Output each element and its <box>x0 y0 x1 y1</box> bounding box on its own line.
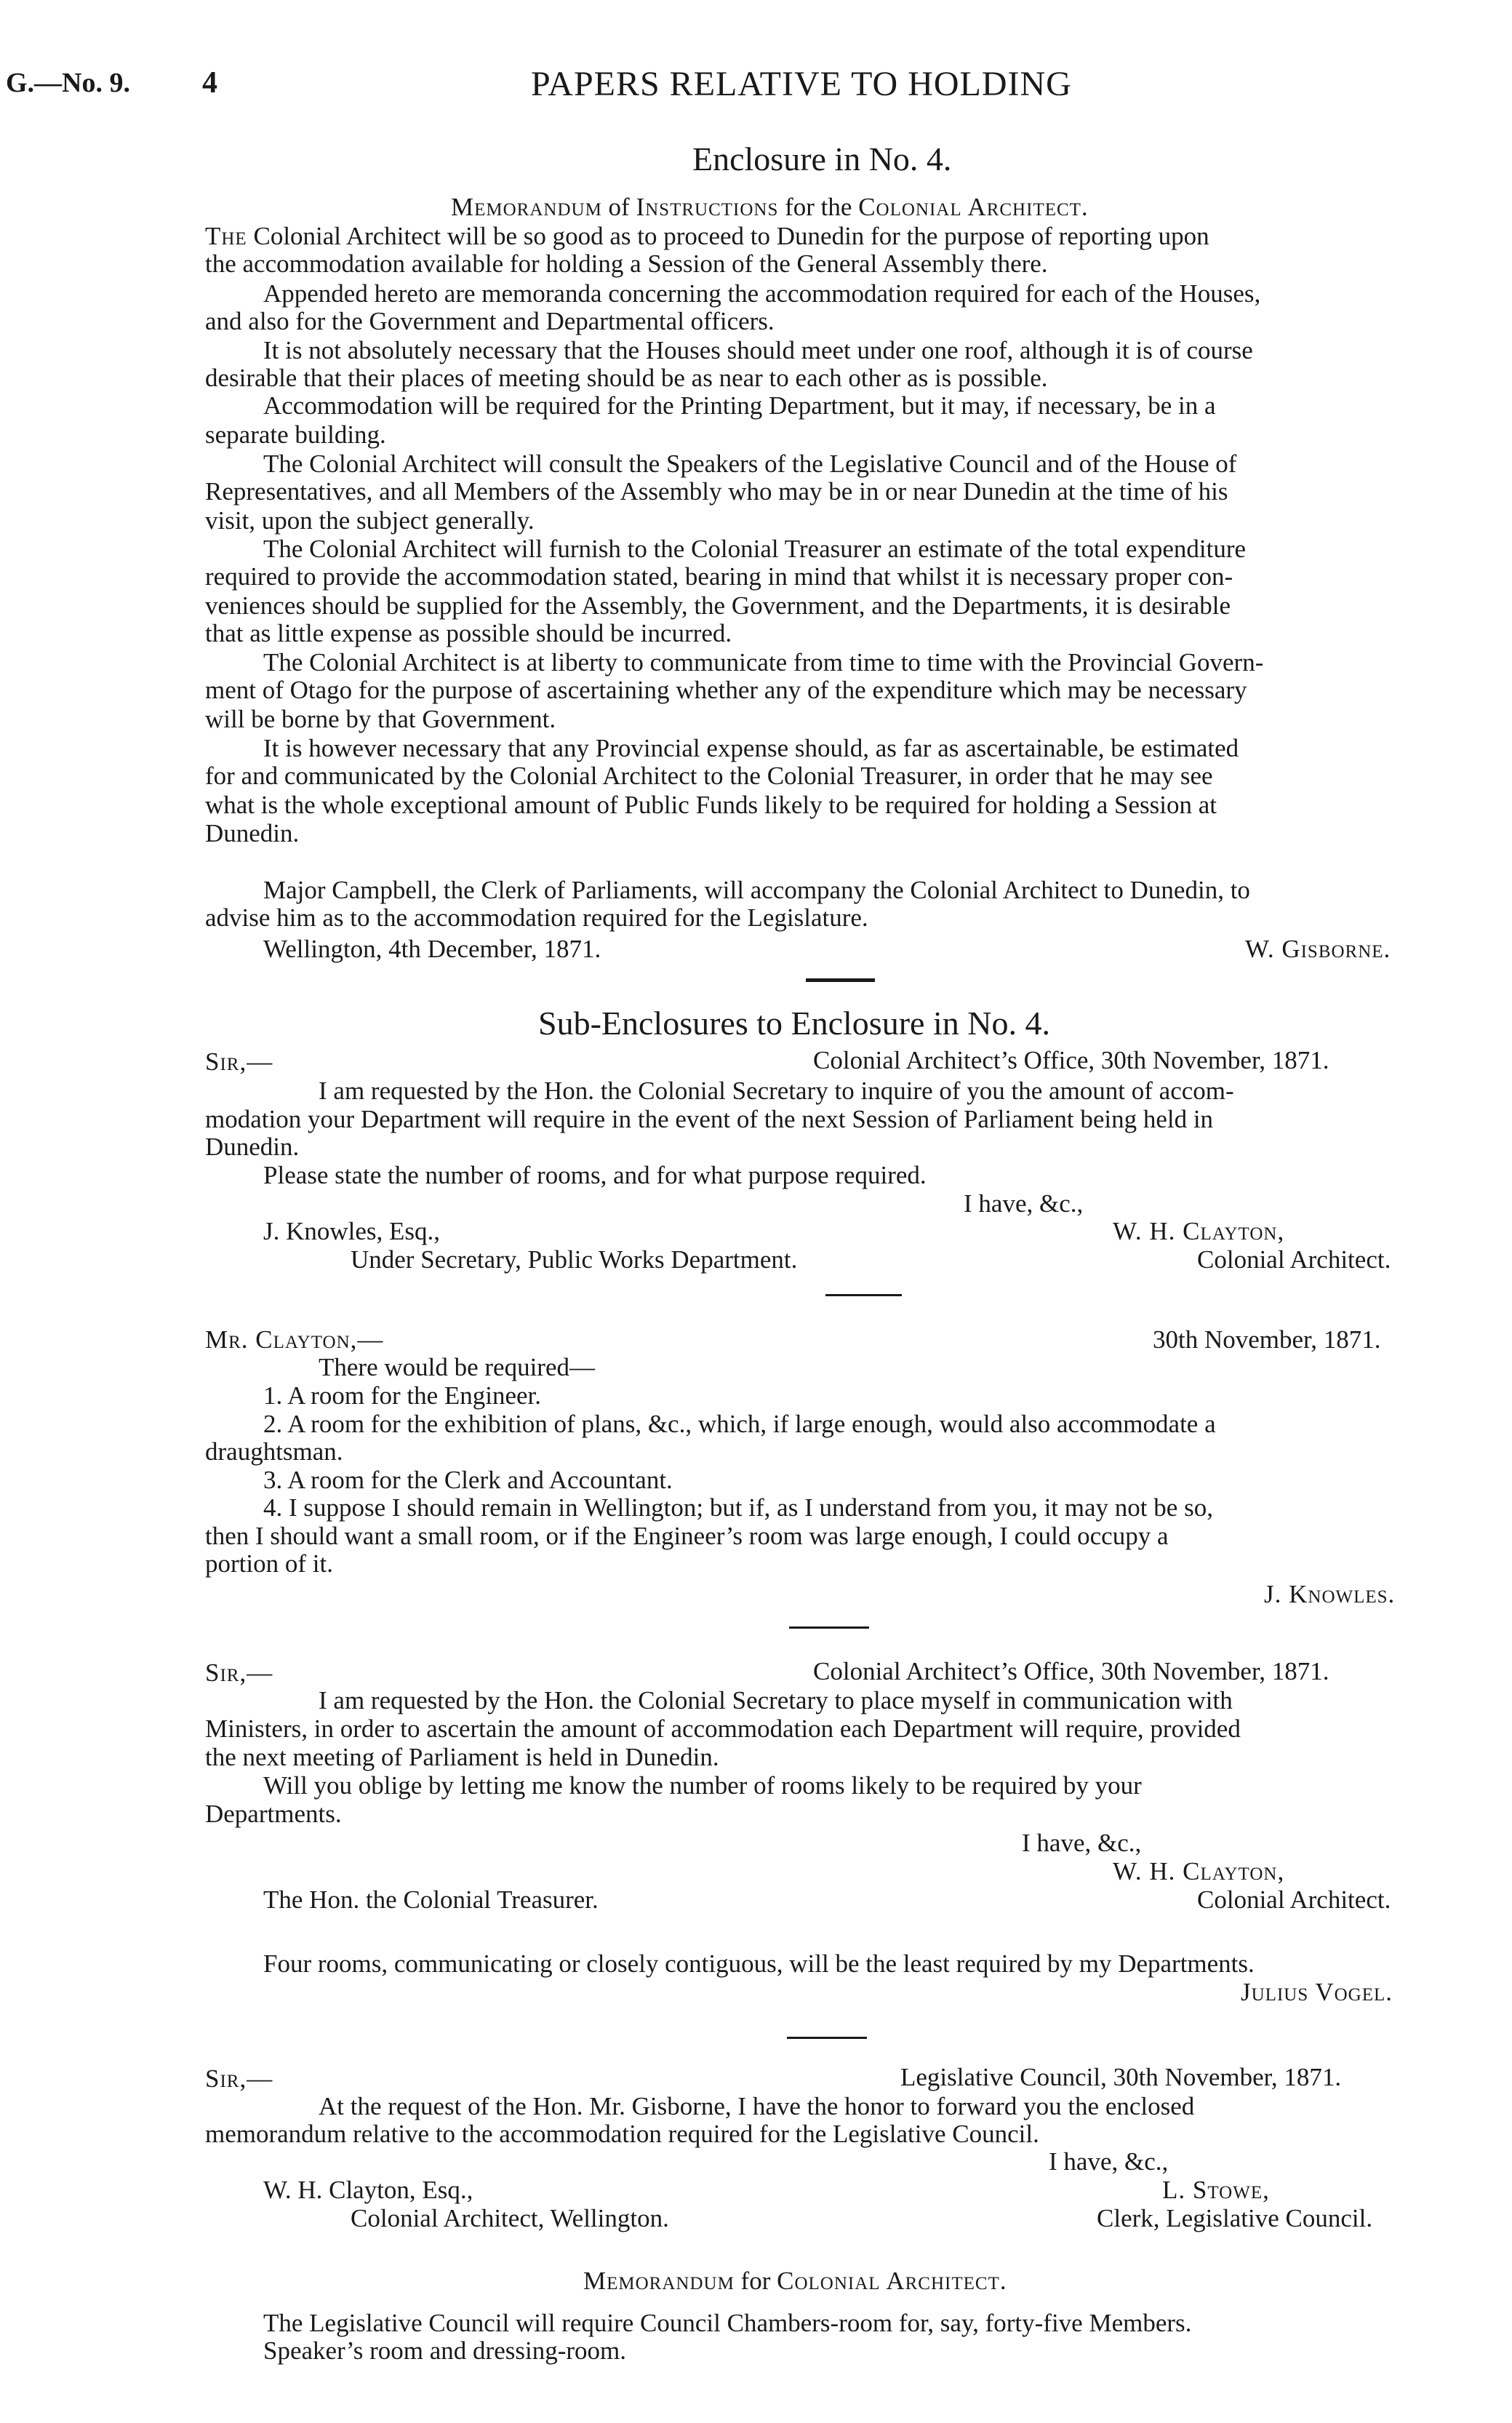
reply-line: draughtsman. <box>205 1437 343 1466</box>
divider <box>806 978 875 982</box>
addressee-title: Under Secretary, Public Works Department. <box>351 1245 798 1274</box>
paragraph-line: Major Campbell, the Clerk of Parliaments, will accompany the Colonial Architect to Dunedin, to <box>263 876 1250 904</box>
paragraph-line: desirable that their places of meeting should be as near to each other as is possible. <box>205 364 1048 392</box>
memo-line: The Legislative Council will require Council Chambers-room for, say, forty-five Members. <box>263 2309 1192 2337</box>
reply-date: 30th November, 1871. <box>1153 1325 1381 1354</box>
signer-title: Clerk, Legislative Council. <box>1097 2204 1373 2232</box>
paragraph-line: It is however necessary that any Provincial expense should, as far as ascertainable, be estimated <box>263 734 1239 762</box>
memo-title-word-1: Memorandum <box>451 193 602 221</box>
signer-name: W. H. Clayton, <box>1113 1217 1285 1245</box>
reply-line: then I should want a small room, or if the Engineer’s room was large enough, I could occupy a <box>205 1522 1169 1550</box>
letter-line: Dunedin. <box>205 1133 300 1161</box>
paragraph-line: for and communicated by the Colonial Architect to the Colonial Treasurer, in order that he may see <box>205 762 1213 790</box>
letter-line: At the request of the Hon. Mr. Gisborne, I have the honor to forward you the enclosed <box>319 2092 1195 2120</box>
running-title: PAPERS RELATIVE TO HOLDING <box>531 65 1072 103</box>
letter-closing: I have, &c., <box>964 1189 1084 1218</box>
letter-place-date: Colonial Architect’s Office, 30th November, 1871. <box>813 1657 1329 1685</box>
addressee-name: J. Knowles, Esq., <box>263 1217 441 1245</box>
salutation: Sir,— <box>205 2064 273 2093</box>
reply-line: 4. I suppose I should remain in Wellington; but if, as I understand from you, it may not be so, <box>263 1493 1213 1522</box>
letter-line: Please state the number of rooms, and for what purpose required. <box>263 1161 927 1189</box>
divider <box>787 2037 867 2039</box>
paragraph-line: advise him as to the accommodation required for the Legislature. <box>205 903 868 932</box>
salutation: Sir,— <box>205 1047 273 1076</box>
memo-heading <box>583 2267 1007 2296</box>
addressee-name: W. H. Clayton, Esq., <box>263 2176 473 2204</box>
paragraph-line: visit, upon the subject generally. <box>205 506 535 535</box>
reply-line: There would be required— <box>319 1353 595 1381</box>
reply-line: 1. A room for the Engineer. <box>263 1381 542 1410</box>
letter-line: I am requested by the Hon. the Colonial Secretary to inquire of you the amount of accom- <box>319 1077 1234 1105</box>
memo-title-for: for the <box>778 193 859 221</box>
paragraph-line: required to provide the accommodation stated, bearing in mind that whilst it is necessary proper con- <box>205 562 1233 591</box>
paragraph-line: Appended hereto are memoranda concerning the accommodation required for each of the Houses, <box>263 279 1261 308</box>
lead-word: The <box>205 222 247 250</box>
paragraph-line: It is not absolutely necessary that the Houses should meet under one roof, although it is of course <box>263 336 1253 364</box>
paragraph-line: ment of Otago for the purpose of ascertaining whether any of the expenditure which may be necessary <box>205 676 1247 704</box>
paragraph-line: Accommodation will be required for the Printing Department, but it may, if necessary, be in a <box>263 391 1216 420</box>
letter-place-date: Legislative Council, 30th November, 1871. <box>900 2063 1342 2091</box>
letter-line: the next meeting of Parliament is held in Dunedin. <box>205 1743 719 1771</box>
reply-line: portion of it. <box>205 1549 333 1578</box>
memo-line: Speaker’s room and dressing-room. <box>263 2336 626 2365</box>
letter-line: modation your Department will require in the event of the next Session of Parliament being held in <box>205 1105 1214 1133</box>
memo-title <box>451 193 1089 222</box>
sub-enclosures-heading: Sub-Enclosures to Enclosure in No. 4. <box>538 1005 1050 1042</box>
salutation: Sir,— <box>205 1658 273 1687</box>
memo-title-word-2: Instructions <box>636 193 779 221</box>
enclosure-place-date: Wellington, 4th December, 1871. <box>263 935 601 963</box>
divider <box>825 1294 902 1296</box>
paragraph-line: and also for the Government and Departmental officers. <box>205 307 775 335</box>
paragraph-line: Representatives, and all Members of the Assembly who may be in or near Dunedin at the time of his <box>205 477 1228 506</box>
reply-line: Four rooms, communicating or closely contiguous, will be the least required by my Departments. <box>263 1949 1255 1978</box>
signer-name: L. Stowe, <box>1162 2176 1270 2204</box>
addressee: The Hon. the Colonial Treasurer. <box>263 1885 599 1914</box>
memo-heading-for: for <box>734 2267 777 2295</box>
paragraph-line: veniences should be supplied for the Assembly, the Government, and the Departments, it is desirable <box>205 591 1231 620</box>
enclosure-signature: W. Gisborne. <box>1245 935 1391 963</box>
letter-closing: I have, &c., <box>1049 2147 1169 2176</box>
letter-closing: I have, &c., <box>1022 1829 1142 1857</box>
divider <box>789 1626 869 1629</box>
paragraph-line: what is the whole exceptional amount of Public Funds likely to be required for holding a Session at <box>205 791 1217 819</box>
letter-line: Departments. <box>205 1800 342 1828</box>
paragraph-line: will be borne by that Government. <box>205 705 556 733</box>
reply-signature: J. Knowles. <box>1264 1580 1396 1608</box>
paragraph-line: The Colonial Architect is at liberty to communicate from time to time with the Provincial Govern- <box>263 648 1264 676</box>
reply-line: 2. A room for the exhibition of plans, &c., which, if large enough, would also accommodate a <box>263 1410 1216 1438</box>
reply-signature: Julius Vogel. <box>1241 1978 1393 2006</box>
letter-line: Ministers, in order to ascertain the amount of accommodation each Department will require, provided <box>205 1715 1241 1743</box>
letter-line: I am requested by the Hon. the Colonial Secretary to place myself in communication with <box>319 1686 1233 1715</box>
paragraph-line: The Colonial Architect will be so good as to proceed to Dunedin for the purpose of reporting upon <box>205 222 1209 250</box>
paragraph-line: The Colonial Architect will furnish to the Colonial Treasurer an estimate of the total expenditure <box>263 535 1247 563</box>
signer-title: Colonial Architect. <box>1197 1885 1391 1914</box>
enclosure-heading: Enclosure in No. 4. <box>692 140 952 177</box>
memo-heading-word-1: Memorandum <box>583 2267 735 2295</box>
signer-name: W. H. Clayton, <box>1113 1857 1285 1885</box>
memo-title-of: of <box>601 193 636 221</box>
salutation: Mr. Clayton,— <box>205 1325 384 1354</box>
letter-place-date: Colonial Architect’s Office, 30th November, 1871. <box>813 1046 1329 1074</box>
series-number: G.—No. 9. <box>6 68 130 98</box>
letter-line: Will you oblige by letting me know the number of rooms likely to be required by your <box>263 1771 1142 1800</box>
paragraph-line: The Colonial Architect will consult the Speakers of the Legislative Council and of the House of <box>263 450 1237 478</box>
paragraph-line: the accommodation available for holding a Session of the General Assembly there. <box>205 250 1048 278</box>
reply-line: 3. A room for the Clerk and Accountant. <box>263 1466 673 1494</box>
signer-title: Colonial Architect. <box>1197 1245 1391 1274</box>
page-number: 4 <box>202 66 217 100</box>
memo-heading-word-2: Colonial Architect. <box>777 2267 1007 2295</box>
paragraph-line: separate building. <box>205 420 386 449</box>
paragraph-line: that as little expense as possible should be incurred. <box>205 619 732 647</box>
paragraph-line: Dunedin. <box>205 819 300 847</box>
addressee-title: Colonial Architect, Wellington. <box>351 2204 669 2232</box>
memo-title-word-3: Colonial Architect. <box>858 193 1089 221</box>
letter-line: memorandum relative to the accommodation required for the Legislative Council. <box>205 2120 1039 2148</box>
